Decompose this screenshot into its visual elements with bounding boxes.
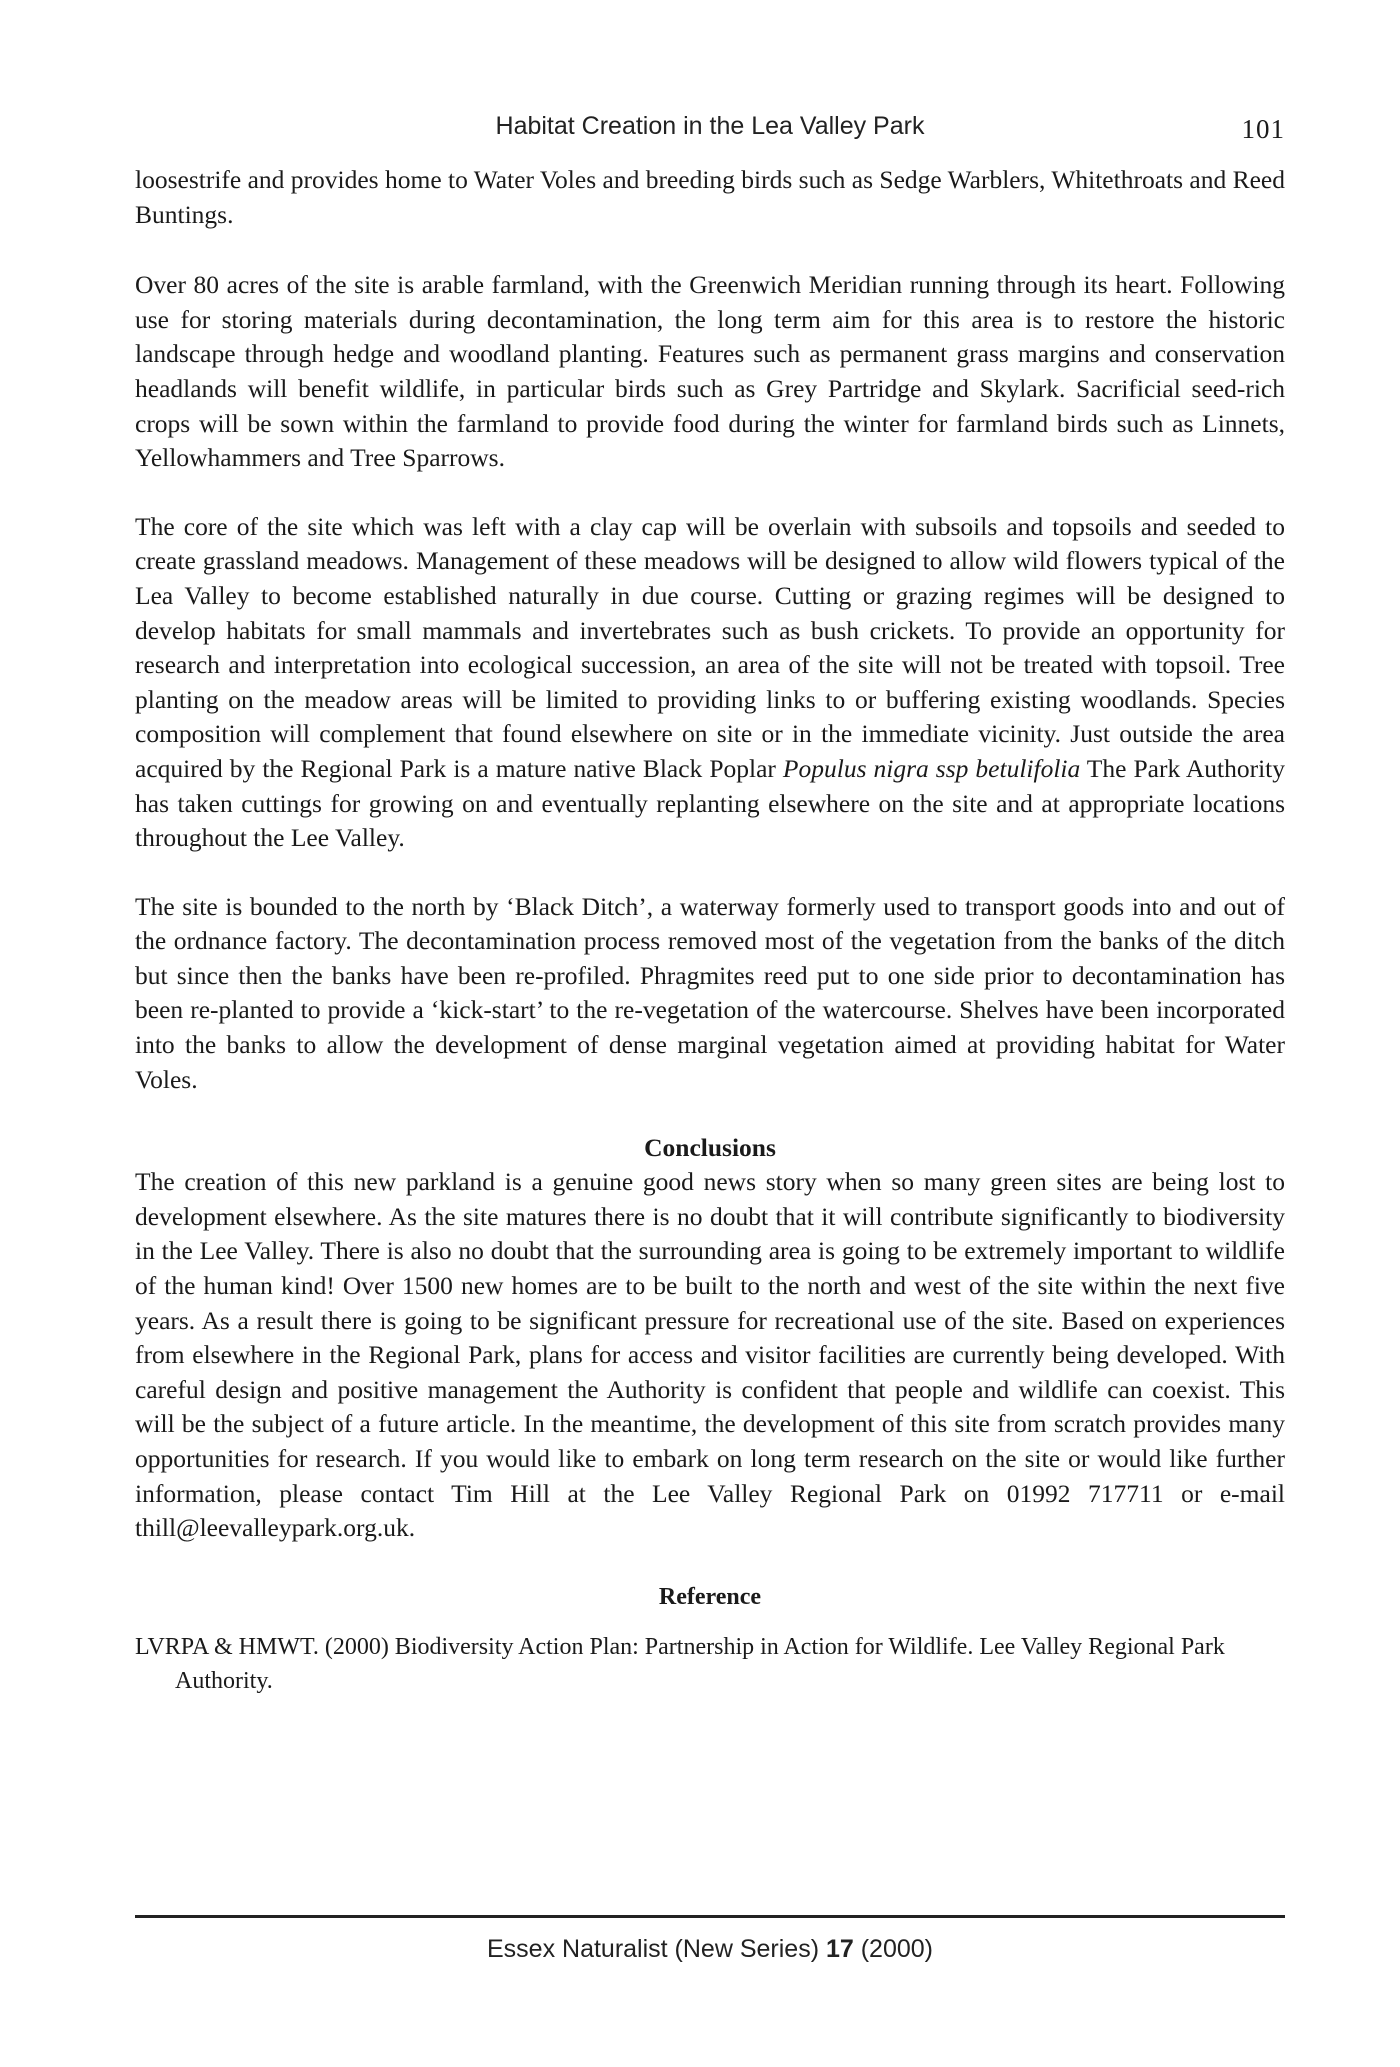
journal-year: (2000) <box>853 1935 933 1963</box>
reference-heading: Reference <box>658 1583 762 1610</box>
volume-number: 17 <box>825 1935 854 1963</box>
conclusions-heading: Conclusions <box>644 1133 776 1163</box>
paragraph-conclusions: The creation of this new parkland is a genuine good news story when so many green sites are being lost to development elsewhere. As the site matures there is no doubt that it will contribute significantly to biodiversity in the Lee Valley. There is also no doubt that the surrounding area is going to be extremely important to wildlife of the human kind! Over 1500 new homes are to be built to the north and west of the site within the next five years. As a result there is going to be significant pressure for recreational use of the site. Based on experiences from elsewhere in the Regional Park, plans for access and visitor facilities are currently being developed. With careful design and positive management the Authority is confident that people and wildlife can coexist. This will be the subject of a future article. In the meantime, the development of this site from scratch provides many opportunities for research. If you would like to embark on long term research on the site or would like further information, please contact Tim Hill at the Lee Valley Regional Park on 01992 717711 or e-mail thill@leevalleypark.org.uk. <box>135 1167 1285 1543</box>
grassland-text: The core of the site which was left with a clay cap will be overlain with subsoils and topsoils and seeded to create grassland meadows. Management of these meadows will be designed to allow wild flowers typical of the Lea Valley to become established naturally in due course. Cutting or grazing regimes will be designed to develop habitats for small mammals and invertebrates such as bush crickets. To provide an opportunity for research and interpretation into ecological succession, an area of the site will not be treated with topsoil. Tree planting on the meadow areas will be limited to providing links to or buffering existing woodlands. Species composition will complement that found elsewhere on site or in the immediate vicinity. Just outside the area acquired by the Regional Park is a mature native Black Poplar <box>135 511 1285 783</box>
paragraph-grassland <box>135 510 1285 856</box>
grassland-text-end: The Park Authority has taken cuttings for growing on and eventually replanting elsewhere on the site and at appropriate locations throughout the Lee Valley. <box>135 753 1285 853</box>
footer-divider <box>135 1915 1285 1918</box>
running-title: Habitat Creation in the Lea Valley Park <box>495 112 925 140</box>
reference-entry: LVRPA & HMWT. (2000) Biodiversity Action Plan: Partnership in Action for Wildlife. Lee Valley Regional Park Authority. <box>135 1633 1225 1694</box>
article-body <box>135 163 1285 1698</box>
page-number: 101 <box>1241 114 1285 144</box>
page-header <box>135 112 1285 152</box>
journal-name: Essex Naturalist (New Series) <box>486 1935 826 1963</box>
paragraph-loosestrife: loosestrife and provides home to Water Voles and breeding birds such as Sedge Warblers, Whitethroats and Reed Buntings. <box>135 165 1285 229</box>
page-footer <box>135 1935 1285 1964</box>
paragraph-black-ditch: The site is bounded to the north by ‘Black Ditch’, a waterway formerly used to transport goods into and out of the ordnance factory. The decontamination process removed most of the vegetation from the banks of the ditch but since then the banks have been re-profiled. Phragmites reed put to one side prior to decontamination has been re-planted to provide a ‘kick-start’ to the re-vegetation of the watercourse. Shelves have been incorporated into the banks to allow the development of dense marginal vegetation aimed at providing habitat for Water Voles. <box>135 891 1285 1094</box>
paragraph-farmland: Over 80 acres of the site is arable farmland, with the Greenwich Meridian running through its heart. Following use for storing materials during decontamination, the long term aim for this area is to restore the historic landscape through hedge and woodland planting. Features such as permanent grass margins and conservation headlands will benefit wildlife, in particular birds such as Grey Partridge and Skylark. Sacrificial seed-rich crops will be sown within the farmland to provide food during the winter for farmland birds such as Linnets, Yellowhammers and Tree Sparrows. <box>135 270 1285 473</box>
species-name: Populus nigra ssp betulifolia <box>782 753 1081 783</box>
